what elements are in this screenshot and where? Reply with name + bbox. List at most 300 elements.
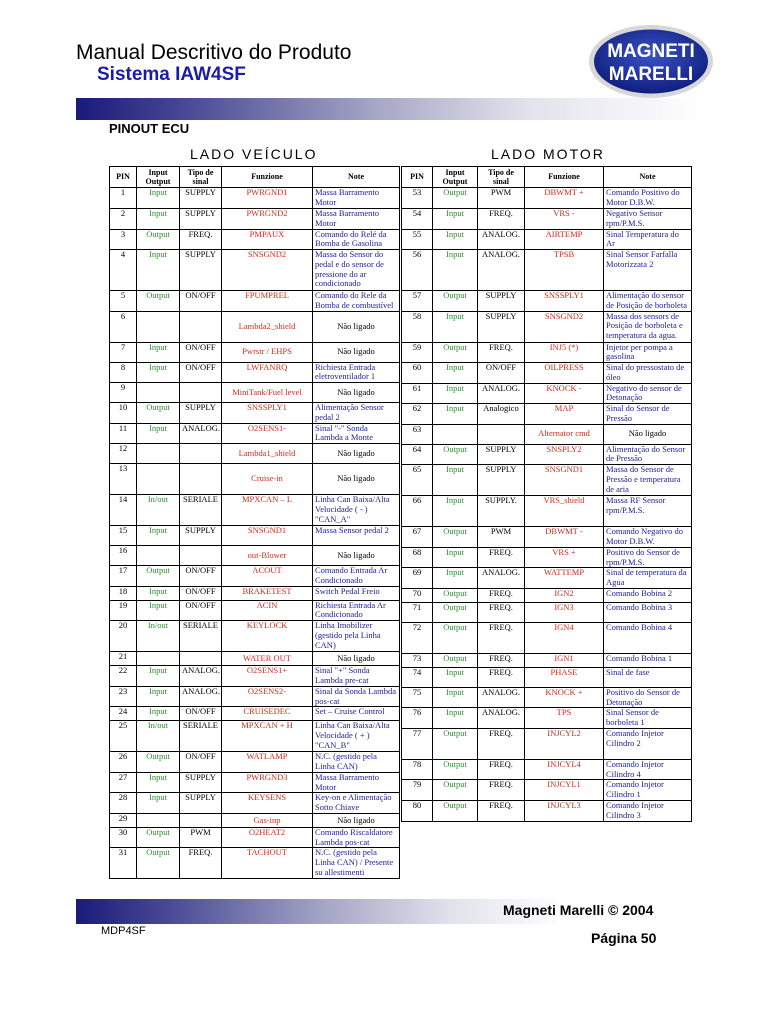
pin-note: Sinal Sensor de borboleta 1	[604, 708, 692, 729]
function-name: Alternator cmd	[525, 424, 604, 444]
table-row	[402, 568, 692, 589]
pin-number: 18	[110, 586, 137, 600]
pin-note: Richiesta Entrada eletroventilador 1	[313, 362, 400, 383]
signal-type	[180, 546, 222, 566]
signal-type: FREQ.	[478, 209, 525, 230]
function-name: INJCYL2	[525, 728, 604, 759]
table-row	[402, 291, 692, 312]
pin-number: 77	[402, 728, 433, 759]
table-row	[110, 403, 400, 424]
table-row	[110, 566, 400, 587]
signal-type: FREQ.	[478, 342, 525, 363]
pin-number: 26	[110, 752, 137, 773]
io-type: Input	[433, 568, 478, 589]
io-type: Output	[433, 759, 478, 780]
table-row	[402, 547, 692, 568]
pin-note: Comando do Relé da Bomba de Gasolina	[313, 229, 400, 250]
table-row	[402, 602, 692, 622]
function-name: PMPAUX	[222, 229, 313, 250]
pin-number: 65	[402, 465, 433, 496]
table-row	[402, 250, 692, 291]
table-row	[402, 800, 692, 821]
column-header-io: Input Output	[137, 167, 180, 188]
signal-type: PWM	[478, 188, 525, 209]
io-type: Input	[137, 362, 180, 383]
table-row	[110, 464, 400, 495]
pin-note: Não ligado	[313, 546, 400, 566]
io-type	[137, 311, 180, 342]
table-row	[402, 527, 692, 548]
pin-note: Não ligado	[313, 444, 400, 464]
table-row	[110, 752, 400, 773]
function-name: SNSPLY2	[525, 444, 604, 465]
column-header-note: Note	[313, 167, 400, 188]
function-name: MAP	[525, 404, 604, 425]
pin-number: 30	[110, 827, 137, 848]
function-name: Cruise-in	[222, 464, 313, 495]
pin-number: 70	[402, 588, 433, 602]
pin-number: 3	[110, 229, 137, 250]
table-row	[402, 444, 692, 465]
pin-note: Switch Pedal Freio	[313, 586, 400, 600]
pin-number: 54	[402, 209, 433, 230]
pin-note: Comando Bobina 4	[604, 622, 692, 653]
pin-note: Sinal "-" Sonda Lambda a Monte	[313, 423, 400, 444]
signal-type: FREQ.	[180, 848, 222, 879]
function-name: LWFANRQ	[222, 362, 313, 383]
pin-note: Sinal "+" Sonda Lambda pre-cat	[313, 666, 400, 687]
pin-note: Comando Injetor Cilindro 4	[604, 759, 692, 780]
pinout-table-vehicle-side	[109, 166, 400, 879]
function-name: PHASE	[525, 667, 604, 687]
function-name: VRS +	[525, 547, 604, 568]
function-name: MiniTank/Fuel level	[222, 383, 313, 403]
signal-type: SUPPLY	[180, 250, 222, 291]
pin-note: Comando Positivo do Motor D.B.W.	[604, 188, 692, 209]
function-name: WATLAMP	[222, 752, 313, 773]
io-type: Input	[137, 209, 180, 230]
right-side-title: LADO MOTOR	[491, 146, 605, 162]
table-row	[402, 667, 692, 687]
io-type: Input	[433, 383, 478, 404]
pin-note: Sinal de fase	[604, 667, 692, 687]
pin-number: 60	[402, 363, 433, 384]
pin-note: Não ligado	[313, 311, 400, 342]
pin-note: Comando Riscaldatore Lambda pos-cat	[313, 827, 400, 848]
function-name: AIRTEMP	[525, 229, 604, 250]
io-type: Input	[137, 793, 180, 814]
function-name: SNSSPLY1	[525, 291, 604, 312]
function-name: VRS -	[525, 209, 604, 230]
table-row	[110, 444, 400, 464]
io-type	[137, 444, 180, 464]
pin-note: Positivo do Sensor de rpm/P.M.S.	[604, 547, 692, 568]
table-row	[402, 588, 692, 602]
signal-type: SUPPLY	[180, 188, 222, 209]
pin-number: 79	[402, 780, 433, 801]
table-row	[110, 621, 400, 652]
pin-number: 20	[110, 621, 137, 652]
column-header-note: Note	[604, 167, 692, 188]
function-name: CRUISEDEC	[222, 707, 313, 721]
pin-number: 12	[110, 444, 137, 464]
table-row	[402, 708, 692, 729]
pin-note: Richiesta Entrada Ar Condicionado	[313, 600, 400, 621]
pin-number: 62	[402, 404, 433, 425]
pin-note: Linha Can Baixa/Alta Velocidade ( + ) "CAN_B"	[313, 721, 400, 752]
io-type: Input	[433, 250, 478, 291]
pin-note: Linha Can Baixa/Alta Velocidade ( - ) "CAN_A"	[313, 495, 400, 526]
table-row	[402, 342, 692, 363]
table-row	[402, 311, 692, 342]
function-name: KEYLOCK	[222, 621, 313, 652]
table-row	[110, 721, 400, 752]
function-name: BRAKETEST	[222, 586, 313, 600]
table-row	[402, 465, 692, 496]
table-row	[110, 342, 400, 362]
table-row	[402, 759, 692, 780]
pin-number: 6	[110, 311, 137, 342]
function-name: TPSB	[525, 250, 604, 291]
pin-number: 21	[110, 652, 137, 666]
signal-type: FREQ.	[478, 800, 525, 821]
pin-note: Massa Sensor pedal 2	[313, 526, 400, 546]
function-name: WATTEMP	[525, 568, 604, 589]
pin-number: 61	[402, 383, 433, 404]
pin-number: 27	[110, 772, 137, 793]
pin-note: Massa dos sensors de Posição de borboleta e temperatura da agua.	[604, 311, 692, 342]
pin-note: Massa Barramento Motor	[313, 188, 400, 209]
table-row	[402, 622, 692, 653]
signal-type: ON/OFF	[180, 291, 222, 312]
table-row	[402, 383, 692, 404]
signal-type: ON/OFF	[180, 600, 222, 621]
pin-note: Sinal da Sonda Lambda pos-cat	[313, 686, 400, 707]
function-name: SNSGND1	[222, 526, 313, 546]
pin-note: Não ligado	[313, 652, 400, 666]
io-type: Input	[137, 250, 180, 291]
signal-type: SUPPLY	[478, 444, 525, 465]
function-name: SNSGND2	[222, 250, 313, 291]
io-type: Input	[137, 772, 180, 793]
signal-type: FREQ.	[478, 588, 525, 602]
pin-note: Massa do Sensor do pedal e do sensor de pressione do ar condicionado	[313, 250, 400, 291]
function-name: ACOUT	[222, 566, 313, 587]
io-type: Input	[137, 342, 180, 362]
function-name: PWRGND3	[222, 772, 313, 793]
function-name: Lambda2_shield	[222, 311, 313, 342]
signal-type: SUPPLY	[180, 793, 222, 814]
signal-type: SUPPLY.	[478, 496, 525, 527]
signal-type: ON/OFF	[180, 707, 222, 721]
function-name: INJCYL4	[525, 759, 604, 780]
pin-number: 63	[402, 424, 433, 444]
table-row	[402, 229, 692, 250]
pin-number: 11	[110, 423, 137, 444]
signal-type: FREQ.	[478, 602, 525, 622]
signal-type: ON/OFF	[180, 362, 222, 383]
function-name: KNOCK +	[525, 687, 604, 708]
pin-note: Não ligado	[313, 342, 400, 362]
pin-number: 58	[402, 311, 433, 342]
function-name: TACHOUT	[222, 848, 313, 879]
pinout-table-engine-side	[401, 166, 692, 822]
signal-type: PWM	[180, 827, 222, 848]
function-name: Lambda1_shield	[222, 444, 313, 464]
table-row	[110, 652, 400, 666]
pin-note: Massa Barramento Motor	[313, 209, 400, 230]
signal-type: SUPPLY	[478, 311, 525, 342]
table-row	[110, 209, 400, 230]
pin-note: Não ligado	[604, 424, 692, 444]
pin-note: Comando Injetor Cilindro 3	[604, 800, 692, 821]
table-row	[110, 311, 400, 342]
signal-type: ANALOG.	[478, 229, 525, 250]
function-name: PWRGND2	[222, 209, 313, 230]
pin-note: Massa RF Sensor rpm/P.M.S.	[604, 496, 692, 527]
io-type: Input	[433, 311, 478, 342]
column-header-tipo: Tipo de sinal	[180, 167, 222, 188]
function-name: O2SENS2-	[222, 686, 313, 707]
function-name: O2HEAT2	[222, 827, 313, 848]
io-type: Input	[433, 465, 478, 496]
table-row	[110, 423, 400, 444]
signal-type: ANALOG.	[180, 686, 222, 707]
pin-note: N.C. (gestido pela Linha CAN)	[313, 752, 400, 773]
pin-note: Alimentação do sensor de Posição de borboleta	[604, 291, 692, 312]
pin-note: Positivo do Sensor de Detonação	[604, 687, 692, 708]
footer-brand: Magneti Marelli © 2004	[503, 902, 654, 918]
table-row	[110, 362, 400, 383]
pin-note: Sinal do pressostato de óleo	[604, 363, 692, 384]
pin-number: 15	[110, 526, 137, 546]
io-type: Output	[137, 848, 180, 879]
pin-note: Comando Negativo do Motor D.B.W.	[604, 527, 692, 548]
io-type	[137, 546, 180, 566]
pin-number: 17	[110, 566, 137, 587]
signal-type: ON/OFF	[180, 342, 222, 362]
pin-number: 4	[110, 250, 137, 291]
table-row	[110, 813, 400, 827]
svg-text:MARELLI: MARELLI	[608, 64, 694, 85]
pin-note: Key-on e Alimentação Sotto Chiave	[313, 793, 400, 814]
table-row	[110, 686, 400, 707]
pin-number: 67	[402, 527, 433, 548]
io-type: Input	[137, 526, 180, 546]
function-name: O2SENS1-	[222, 423, 313, 444]
pin-note: Negativo do sensor de Detonação	[604, 383, 692, 404]
signal-type: FREQ.	[478, 667, 525, 687]
io-type: Output	[433, 622, 478, 653]
io-type: Output	[137, 403, 180, 424]
signal-type: SUPPLY	[478, 465, 525, 496]
pin-note: Comando Bobina 2	[604, 588, 692, 602]
io-type: Output	[137, 827, 180, 848]
io-type: Output	[433, 728, 478, 759]
function-name: MPXCAN + H	[222, 721, 313, 752]
magneti-marelli-logo	[588, 24, 714, 99]
function-name: Gas-inp	[222, 813, 313, 827]
pin-note: Sinal Temperatura do Ar	[604, 229, 692, 250]
signal-type: Analogico	[478, 404, 525, 425]
pin-number: 57	[402, 291, 433, 312]
pin-number: 31	[110, 848, 137, 879]
function-name: PWRGND1	[222, 188, 313, 209]
function-name: SNSGND1	[525, 465, 604, 496]
function-name: IGN3	[525, 602, 604, 622]
signal-type: SERIALE	[180, 721, 222, 752]
pin-number: 69	[402, 568, 433, 589]
function-name: Pwrstr / EHPS	[222, 342, 313, 362]
pin-number: 23	[110, 686, 137, 707]
pin-note: Massa do Sensor de Pressão e temperatura de aria	[604, 465, 692, 496]
function-name: DBWMT -	[525, 527, 604, 548]
io-type	[137, 464, 180, 495]
signal-type: SERIALE	[180, 495, 222, 526]
io-type: Input	[433, 363, 478, 384]
pin-number: 9	[110, 383, 137, 403]
signal-type: ON/OFF	[180, 566, 222, 587]
io-type: Input	[433, 687, 478, 708]
signal-type: PWM	[478, 527, 525, 548]
function-name: INJ5 (*)	[525, 342, 604, 363]
table-row	[110, 546, 400, 566]
pin-note: Comando Entrada Ar Condicionado	[313, 566, 400, 587]
table-row	[110, 848, 400, 879]
io-type: Output	[137, 752, 180, 773]
function-name: IGN1	[525, 653, 604, 667]
column-header-pin: PIN	[402, 167, 433, 188]
signal-type: FREQ.	[180, 229, 222, 250]
io-type	[137, 813, 180, 827]
table-row	[402, 653, 692, 667]
pin-number: 1	[110, 188, 137, 209]
table-row	[110, 793, 400, 814]
pin-note: Linha Imobilizer (gestido pela Linha CAN)	[313, 621, 400, 652]
io-type: Input	[137, 666, 180, 687]
table-row	[110, 827, 400, 848]
pin-note: Comando do Rele da Bomba de combustível	[313, 291, 400, 312]
signal-type: FREQ.	[478, 547, 525, 568]
function-name: WATER OUT	[222, 652, 313, 666]
table-row	[402, 424, 692, 444]
pin-number: 55	[402, 229, 433, 250]
table-row	[402, 728, 692, 759]
pin-note: Set – Cruise Control	[313, 707, 400, 721]
function-name: KNOCK -	[525, 383, 604, 404]
pin-number: 76	[402, 708, 433, 729]
table-row	[402, 363, 692, 384]
signal-type: ANALOG.	[478, 708, 525, 729]
io-type: Output	[433, 653, 478, 667]
table-row	[110, 772, 400, 793]
header-band	[76, 98, 701, 120]
column-header-funzione: Funzione	[525, 167, 604, 188]
table-row	[402, 687, 692, 708]
pin-number: 72	[402, 622, 433, 653]
function-name: ACIN	[222, 600, 313, 621]
signal-type	[180, 464, 222, 495]
table-row	[402, 780, 692, 801]
left-side-title: LADO VEÍCULO	[190, 146, 318, 162]
table-row	[110, 666, 400, 687]
pin-number: 5	[110, 291, 137, 312]
table-row	[110, 188, 400, 209]
io-type: Input	[137, 600, 180, 621]
pin-number: 56	[402, 250, 433, 291]
signal-type: ON/OFF	[180, 752, 222, 773]
pin-note: Sinal do Sensor de Pressão	[604, 404, 692, 425]
io-type: Input	[137, 707, 180, 721]
pin-note: Não ligado	[313, 464, 400, 495]
signal-type: ON/OFF	[478, 363, 525, 384]
function-name: IGN2	[525, 588, 604, 602]
io-type: Output	[433, 188, 478, 209]
io-type: In/out	[137, 621, 180, 652]
io-type: Input	[433, 708, 478, 729]
io-type: Input	[137, 188, 180, 209]
signal-type: SUPPLY	[180, 526, 222, 546]
svg-text:MAGNETI: MAGNETI	[607, 41, 695, 62]
function-name: OILPRESS	[525, 363, 604, 384]
table-row	[110, 600, 400, 621]
io-type: Input	[433, 404, 478, 425]
io-type: Input	[433, 547, 478, 568]
pin-number: 28	[110, 793, 137, 814]
signal-type: ANALOG.	[180, 423, 222, 444]
pin-number: 16	[110, 546, 137, 566]
pin-number: 2	[110, 209, 137, 230]
pin-note: Comando Bobina 3	[604, 602, 692, 622]
pin-note: Comando Injetor Cilindro 2	[604, 728, 692, 759]
pin-number: 25	[110, 721, 137, 752]
io-type: Input	[433, 667, 478, 687]
signal-type: ANALOG.	[478, 687, 525, 708]
io-type: Input	[433, 496, 478, 527]
pin-number: 74	[402, 667, 433, 687]
io-type: Output	[433, 527, 478, 548]
io-type: Output	[433, 602, 478, 622]
table-row	[402, 404, 692, 425]
document-code: MDP4SF	[101, 925, 146, 937]
function-name: O2SENS1+	[222, 666, 313, 687]
io-type: Input	[433, 229, 478, 250]
signal-type: SUPPLY	[180, 209, 222, 230]
io-type: Output	[433, 291, 478, 312]
io-type	[137, 383, 180, 403]
function-name: FPUMPREL	[222, 291, 313, 312]
table-row	[402, 496, 692, 527]
table-row	[110, 383, 400, 403]
pin-note: N.C. (gestido pela Linha CAN) / Presente su allestimenti	[313, 848, 400, 879]
signal-type: SUPPLY	[180, 772, 222, 793]
signal-type: FREQ.	[478, 759, 525, 780]
io-type: Output	[137, 229, 180, 250]
io-type: In/out	[137, 721, 180, 752]
pin-note: Comando Injetor Cilindro 1	[604, 780, 692, 801]
table-row	[110, 707, 400, 721]
signal-type: FREQ.	[478, 653, 525, 667]
pin-note: Sinal Sensor Farfalla Motorizzata 2	[604, 250, 692, 291]
pin-number: 13	[110, 464, 137, 495]
column-header-io: Input Output	[433, 167, 478, 188]
document-title: Manual Descritivo do Produto	[76, 41, 352, 64]
signal-type: SUPPLY	[478, 291, 525, 312]
signal-type: ON/OFF	[180, 586, 222, 600]
function-name: INJCYL1	[525, 780, 604, 801]
io-type: Output	[137, 291, 180, 312]
pin-number: 8	[110, 362, 137, 383]
